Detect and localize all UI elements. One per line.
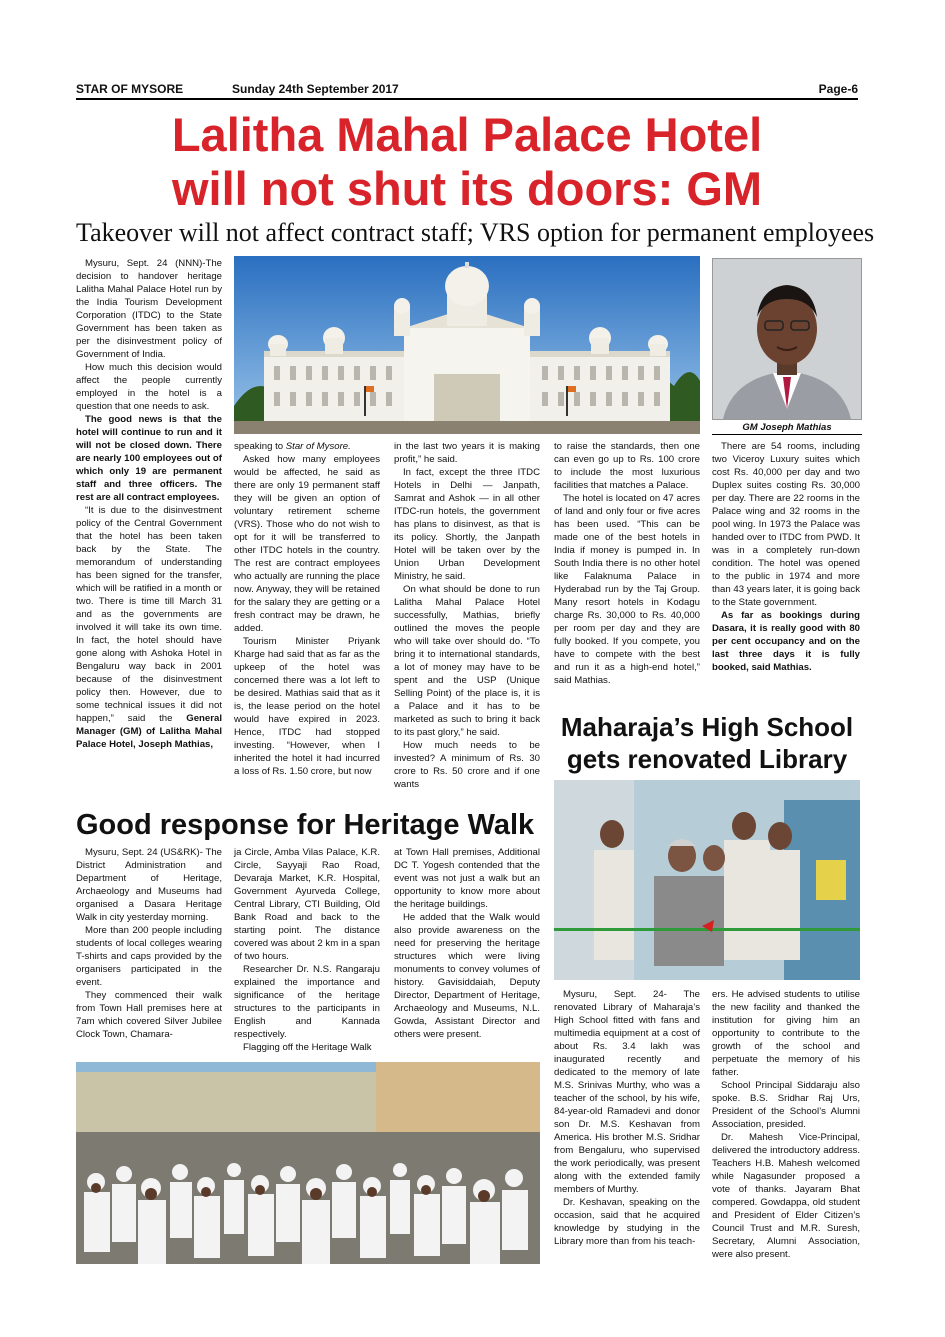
- library-headline-line2: gets renovated Library: [566, 744, 848, 774]
- paragraph: On what should be done to run Lalitha Mahal Palace Hotel successfully, Mathias, briefly outlined the moves the people who will take over should do. “To bring it to international standards, a lot of money may have to be spent and the USP (Unique Selling Point) of the place is, it is a Palace and it has to be marketed as such to bring it back to its past glory,” he said.: [394, 584, 540, 738]
- paragraph: Researcher Dr. N.S. Rangaraju explained the importance and significance of the heritage structures to the participants in English and Kannada respectively.: [234, 964, 380, 1040]
- paragraph: Dr. Keshavan, speaking on the occasion, said that he acquired knowledge by studying in the Library more than from his teach-: [554, 1197, 700, 1247]
- library-inauguration-photo: [554, 780, 860, 980]
- paragraph: Mysuru, Sept. 24 (NNN)-The decision to handover heritage Lalitha Mahal Palace Hotel run by the India Tourism Development Corporation (ITDC) to the State Government has been taken as per the disinvestment policy of Government of India.: [76, 258, 222, 360]
- paragraph: As far as bookings during Dasara, it is really good with 80 per cent occupancy and on the last three days it is fully booked, said Mathias.: [712, 610, 860, 673]
- paragraph: How much this decision would affect the people currently employed in the hotel is a question that one needs to ask.: [76, 362, 222, 412]
- paragraph: He added that the Walk would also provide awareness on the need for preserving the heritage structures which were living monuments to convey volumes of history. Gavisiddaiah, Deputy Director, Department of Heritage, Archaeology and Museums, N.L. Gowda, Assistant Director and others were present.: [394, 912, 540, 1040]
- paragraph: The hotel is located on 47 acres of land and only four or five acres has been used. “This can be made one of the best hotels in India if money is pumped in. In South India there is no other hotel like Falaknuma Palace in Hyderabad run by the Taj Group. Many resort hotels in Kodagu charge Rs. 30,000 to Rs. 40,000 per room per day and they are fully booked. If you compete, you have to compete with the best and run it as a high-end hotel,” said Mathias.: [554, 493, 700, 686]
- paragraph: There are 54 rooms, including two Viceroy Luxury suites which cost Rs. 40,000 per day and two Duplex suites costing Rs. 30,000 per day. There are 22 rooms in the Palace wing and 32 rooms in the pool wing. In 1973 the Palace was handed over to ITDC from PWD. It was in a completely run-down condition. The hotel was opened to the public in 1974 and more than 43 years later, it is going back to the State government.: [712, 441, 860, 608]
- paragraph: School Principal Siddaraju also spoke. B.S. Sridhar Raj Urs, President of the School’s Alumni Association, presided.: [712, 1080, 860, 1130]
- subheadline: Takeover will not affect contract staff; VRS option for permanent employees: [76, 218, 875, 247]
- walk-col-3: [394, 846, 540, 1041]
- paragraph: In fact, except the three ITDC Hotels in Delhi — Janpath, Samrat and Ashok — in all other ITDC-run hotels, the government has plans to disinvest, as that is its policy. Shortly, the Janpath Hotel will be taken over by the Union Urban Development Ministry, he said.: [394, 467, 540, 582]
- paragraph: Mysuru, Sept. 24- The renovated Library of Maharaja’s High School fitted with fans and multimedia equipment at a cost of about Rs. 3.4 lakh was inaugurated recently and dedicated to the memory of late M.S. Srinivas Murthy, who was a teacher of the school, by his wife, 84-year-old Ramadevi and donor son Dr. M.S. Keshavan from America. His brother M.S. Sridhar from Bengaluru, who supervised the work periodically, was present along with the extended family members of Murthy.: [554, 989, 700, 1195]
- page-number: Page-6: [818, 82, 858, 96]
- heritage-walk-photo: [76, 1062, 540, 1264]
- headline-line2: will not shut its doors: GM: [171, 162, 763, 215]
- paragraph: ers. He advised students to utilise the new facility and thanked the institution for giving him an opportunity to contribute to the growth of the school and perpetuate the memory of his father.: [712, 989, 860, 1078]
- paragraph: Tourism Minister Priyank Kharge had said that as far as the upkeep of the hotel was concerned there was a lot left to be desired. Mathias said that as it is, the lease period on the hotel would have expired in 2023. Hence, ITDC had stopped investing. “However, when I inherited the hotel it had incurred a loss of Rs. 1.50 crore, but now: [234, 636, 380, 777]
- library-col-2: [712, 988, 860, 1261]
- main-col-2: [234, 440, 380, 778]
- main-col-1: [76, 257, 222, 751]
- paragraph: More than 200 people including students of local colleges wearing T-shirts and caps provided by the organisers participated in the event.: [76, 925, 222, 988]
- paper-name: STAR OF MYSORE: [76, 82, 184, 96]
- paragraph: The good news is that the hotel will continue to run and it will not be closed down. There are nearly 100 employees out of which only 19 are permanent staff and three officers. The rest are all contract employees.: [76, 414, 222, 503]
- paragraph: How much needs to be invested? A minimum of Rs. 30 crore to Rs. 50 crore and if one wants: [394, 740, 540, 790]
- paragraph: “It is due to the disinvestment policy of the Central Government that the hotel has been taken back by the State. The memorandum of understanding has been signed for the transfer, which will be ratified in a month or two. There is time till March 31 and as the governments are involved it will take its own time. In fact, the hotel should have gone along with Ashoka Hotel in Bengaluru way back in 2001 because of the disinvestment policy then. However, due to some technical issues it did not happen,” said the General Manager (GM) of Lalitha Mahal Palace Hotel, Joseph Mathias,: [76, 505, 222, 750]
- paragraph: Asked how many employees would be affected, he said as there are only 19 permanent staff they will be given an option of voluntary retirement scheme (VRS). Those who do not wish to opt for it will be transferred to other ITDC hotels in the country. The rest are contract employees who actually are running the place now. Anyway, they will be retained for the salary they are getting or a fresh contract may be drawn, he added.: [234, 454, 380, 634]
- paragraph: speaking to Star of Mysore.: [234, 441, 351, 452]
- main-col-5: [712, 440, 860, 674]
- headline-line1: Lalitha Mahal Palace Hotel: [171, 108, 763, 161]
- paragraph: ja Circle, Amba Vilas Palace, K.R. Circle, Sayyaji Rao Road, Devaraja Market, K.R. Hospital, Government Ayurveda College, Central Library, CTI Building, Old Bank Road and back to the starting point. The distance covered was about 2 km in a span of two hours.: [234, 847, 380, 962]
- main-col-4: [554, 440, 700, 687]
- paragraph: Mysuru, Sept. 24 (US&RK)- The District Administration and Department of Heritage, Archaeology and Museums had organised a Dasara Heritage Walk in city yesterday morning.: [76, 847, 222, 923]
- walk-col-1: [76, 846, 222, 1041]
- main-col-3: [394, 440, 540, 791]
- paragraph: to raise the standards, then one can even go up to Rs. 100 crore to include the most luxurious facilities that matches a Palace.: [554, 441, 700, 491]
- issue-date: Sunday 24th September 2017: [232, 82, 399, 96]
- paragraph: They commenced their walk from Town Hall premises here at 7am which covered Silver Jubilee Clock Town, Chamara-: [76, 990, 222, 1040]
- paragraph: Flagging off the Heritage Walk: [243, 1042, 372, 1053]
- walk-headline: Good response for Heritage Walk: [76, 809, 535, 841]
- portrait-photo: [712, 258, 862, 420]
- paragraph: in the last two years it is making profit,” he said.: [394, 441, 540, 465]
- paragraph: Dr. Mahesh Vice-Principal, delivered the introductory address. Teachers H.B. Mahesh welcomed while Nagasunder proposed a vote of thanks. Jayaram Bhat compered. Gowdappa, old student and President of Elder Citizen’s Council Trust and M.R. Suresh, Secretary, Alumni Association, were also present.: [712, 1132, 860, 1260]
- palace-photo: [234, 256, 700, 434]
- library-headline-line1: Maharaja’s High School: [560, 712, 854, 742]
- paragraph: at Town Hall premises, Additional DC T. Yogesh contended that the event was not just a walk but an opportunity to know more about the heritage buildings.: [394, 847, 540, 910]
- library-col-1: [554, 988, 700, 1248]
- portrait-caption: GM Joseph Mathias: [712, 421, 862, 435]
- page-header: [76, 82, 858, 100]
- walk-col-2: [234, 846, 380, 1054]
